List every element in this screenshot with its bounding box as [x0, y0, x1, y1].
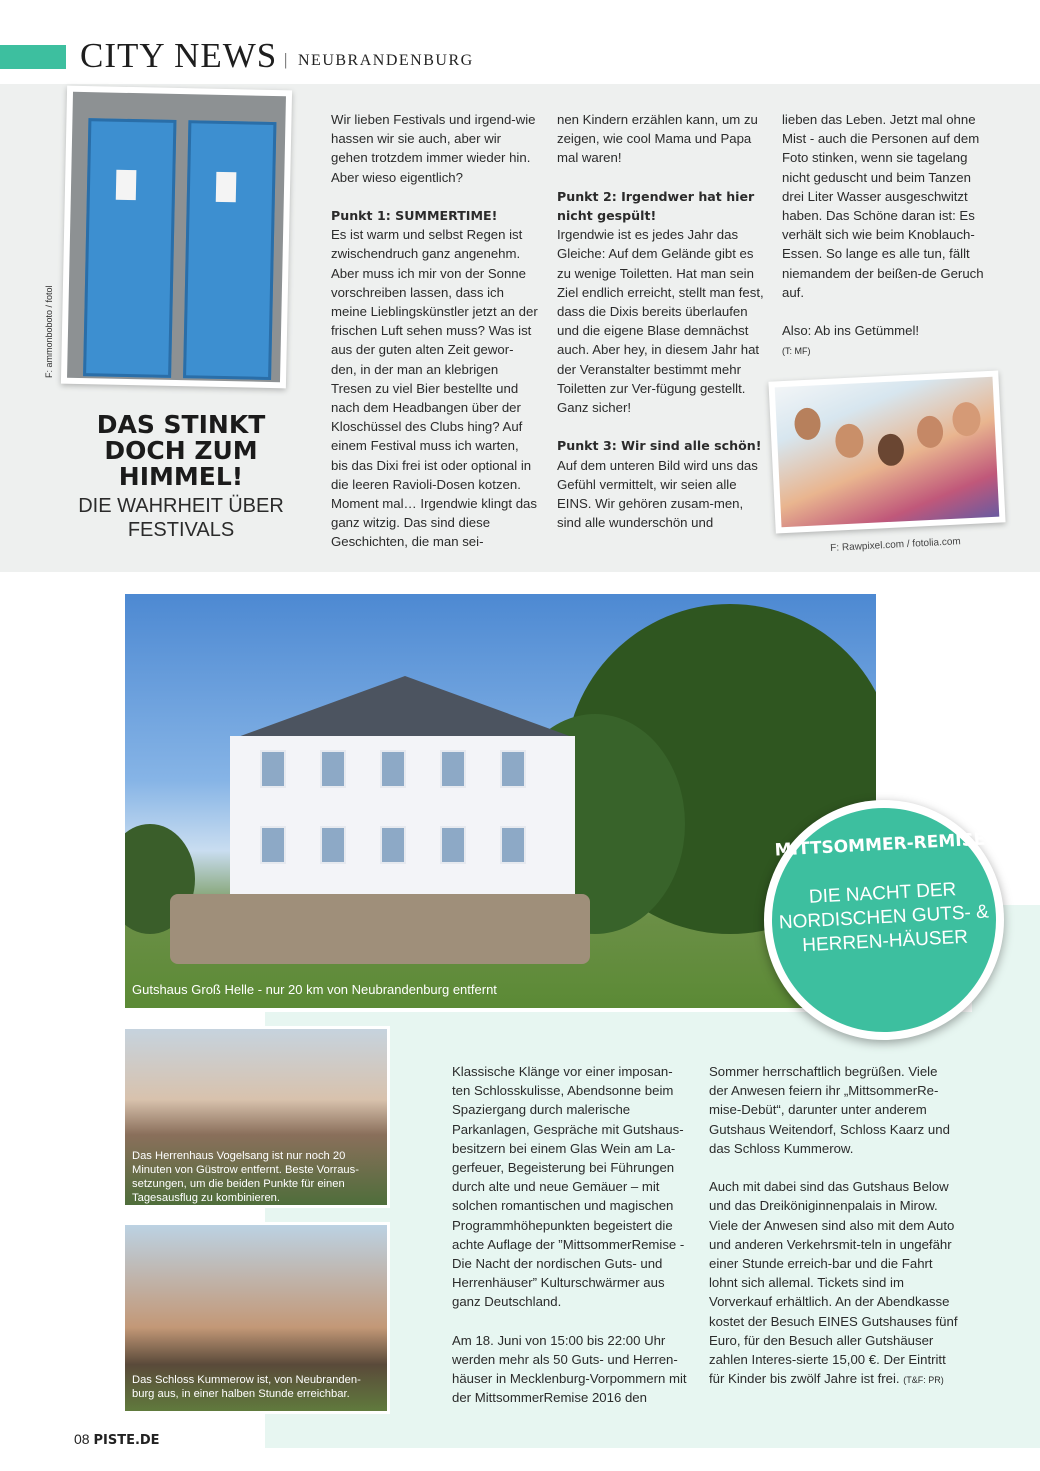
mittsommer-column-2	[709, 1062, 959, 1390]
festival-intro: Wir lieben Festivals und irgend-wie hassen wir sie auch, aber wir gehen trotzdem immer wieder hin. Aber wieso eigentlich?	[331, 112, 536, 185]
mittsommer-c5-p1: Sommer herrschaftlich begrüßen. Viele der Anwesen feiern ihr „MittsommerRe-mise-Debüt“, darunter unter anderem Gutshaus Weitendorf, Schloss Kaarz und das Schloss Kummerow.	[709, 1064, 950, 1156]
badge-title: MITTSOMMER-REMISE	[774, 829, 986, 861]
festival-headline: DAS STINKT DOCH ZUM HIMMEL!	[96, 410, 266, 491]
point-1-title: Punkt 1: SUMMERTIME!	[331, 208, 498, 223]
festival-column-3	[782, 110, 992, 362]
gutshaus-caption: Gutshaus Groß Helle - nur 20 km von Neubrandenburg entfernt	[132, 982, 497, 997]
toilet-door-left	[83, 118, 176, 378]
mittsommer-c5-p2: Auch mit dabei sind das Gutshaus Below und das Dreiköniginnenpalais in Mirow. Viele der Anwesen sind also mit dem Auto und anderen Verkehrsmit-teln in ungefähr einer Stunde erreich-bar und die Fahrt lohnt sich allemal. Tickets sind im Vorverkauf erhältlich. An der Abendkasse kostet der Besuch EINES Gutshauses fünf Euro, für den Besuch aller Gutshäuser zahlen Interes-sierte 15,00 €. Der Eintritt für Kinder bis zwölf Jahre ist frei.	[709, 1179, 958, 1387]
kummerow-caption: Das Schloss Kummerow ist, von Neubranden-burg aus, in einer halben Stunde erreichbar.	[132, 1374, 361, 1400]
mittsommer-c4-p2: Am 18. Juni von 15:00 bis 22:00 Uhr werden mehr als 50 Guts- und Herren-häuser in Mecklenburg-Vorpommern mit der MittsommerRemise 2016 den	[452, 1332, 687, 1406]
section-city: NEUBRANDENBURG	[298, 52, 474, 69]
festival-author: (T: MF)	[782, 346, 811, 357]
festival-column-1	[331, 110, 539, 552]
badge-subtitle: DIE NACHT DER NORDISCHEN GUTS- & HERREN-HÄUSER	[778, 879, 990, 957]
header-separator: |	[284, 50, 288, 69]
toilet-door-right	[183, 120, 276, 380]
mittsommer-column-1	[452, 1062, 690, 1408]
festival-col2-continuation: nen Kindern erzählen kann, um zu zeigen, wie cool Mama und Papa mal waren!	[557, 112, 758, 166]
point-3-text: Auf dem unteren Bild wird uns das Gefühl vermittelt, wir seien alle EINS. Wir gehören zusam-men, sind alle wunderschön und	[557, 457, 758, 531]
page-footer	[74, 1431, 160, 1448]
toilet-photo	[61, 86, 292, 389]
party-photo-credit: F: Rawpixel.com / fotolia.com	[830, 536, 962, 554]
festival-col3-text: lieben das Leben. Jetzt mal ohne Mist - auch die Personen auf dem Foto stinken, wenn sie tagelang nicht geduscht und beim Tanzen drei Liter Wasser ausgeschwitzt haben. Das Schöne daran ist: Es verhält sich wie beim Knoblauch-Essen. So lange es alle tun, fällt niemandem der beißen-de Geruch auf.	[782, 112, 984, 300]
point-2-text: Irgendwie ist es jedes Jahr das Gleiche: Auf dem Gelände gibt es zu wenige Toiletten. Hat man sein Ziel endlich erreicht, stellt man fest, dass die Dixis bereits überlaufen und die eigene Blase demnächst auch. Aber hey, in diesem Jahr hat der Veranstalter bestimmt mehr Toiletten zur Ver-fügung gestellt. Ganz sicher!	[557, 227, 764, 416]
section-title: CITY NEWS	[80, 36, 278, 75]
vogelsang-photo	[122, 1026, 390, 1208]
header-accent-bar	[0, 45, 66, 69]
festival-subhead: DIE WAHRHEIT ÜBER FESTIVALS	[78, 495, 284, 541]
party-photo	[768, 370, 1005, 533]
point-2-title: Punkt 2: Irgendwer hat hier nicht gespült!	[557, 188, 755, 223]
gutshaus-photo	[125, 594, 876, 1008]
page-number: 08	[74, 1431, 90, 1447]
mittsommer-c4-p1: Klassische Klänge vor einer imposan-ten Schlosskulisse, Abendsonne beim Spaziergang durch malerische Parkanlagen, Gespräche mit Gutshaus-besitzern bei einem Glas Wein am La-gerfeuer, Begeisterung bei Führungen durch alte und neue Gemäuer – mit solchen romantischen und magischen Programmhöhepunkten begeistert die achte Auflage der ”MittsommerRemise - Die Nacht der nordischen Guts- und Herrenhäuser” Kulturschwärmer aus ganz Deutschland.	[452, 1064, 685, 1310]
point-3-title: Punkt 3: Wir sind alle schön!	[557, 438, 762, 454]
mittsommer-author: (T&F: PR)	[903, 1375, 944, 1386]
kummerow-photo	[122, 1222, 390, 1414]
brand-name: PISTE.DE	[93, 1433, 160, 1448]
point-1-text: Es ist warm und selbst Regen ist zwischendruch ganz angenehm. Aber muss ich mir von der Sonne vorschreiben lassen, dass ich meine Lieblingskünstler jetzt an der frischen Luft sehen muss? Was ist aus der guten alten Zeit gewor-den, in der man an klebrigen Tresen zu viel Bier bestellte und nach dem Headbangen über der Kloschüssel des Clubs hing? Auf einem Festival muss ich warten, bis das Dixi frei ist oder optional in die leeren Ravioli-Dosen kotzen. Moment mal… Irgendwie klingt das ganz witzig. Das sind diese Geschichten, die man sei-	[331, 227, 538, 550]
toilet-photo-credit: F: ammonboboto / fotol	[44, 285, 54, 378]
vogelsang-caption: Das Herrenhaus Vogelsang ist nur noch 20 Minuten von Güstrow entfernt. Beste Vorraus-setzungen, um die beiden Punkte für einen Tagesausflug zu kombinieren.	[132, 1150, 359, 1204]
festival-column-2	[557, 110, 767, 532]
festival-closing: Also: Ab ins Getümmel!	[782, 323, 920, 339]
